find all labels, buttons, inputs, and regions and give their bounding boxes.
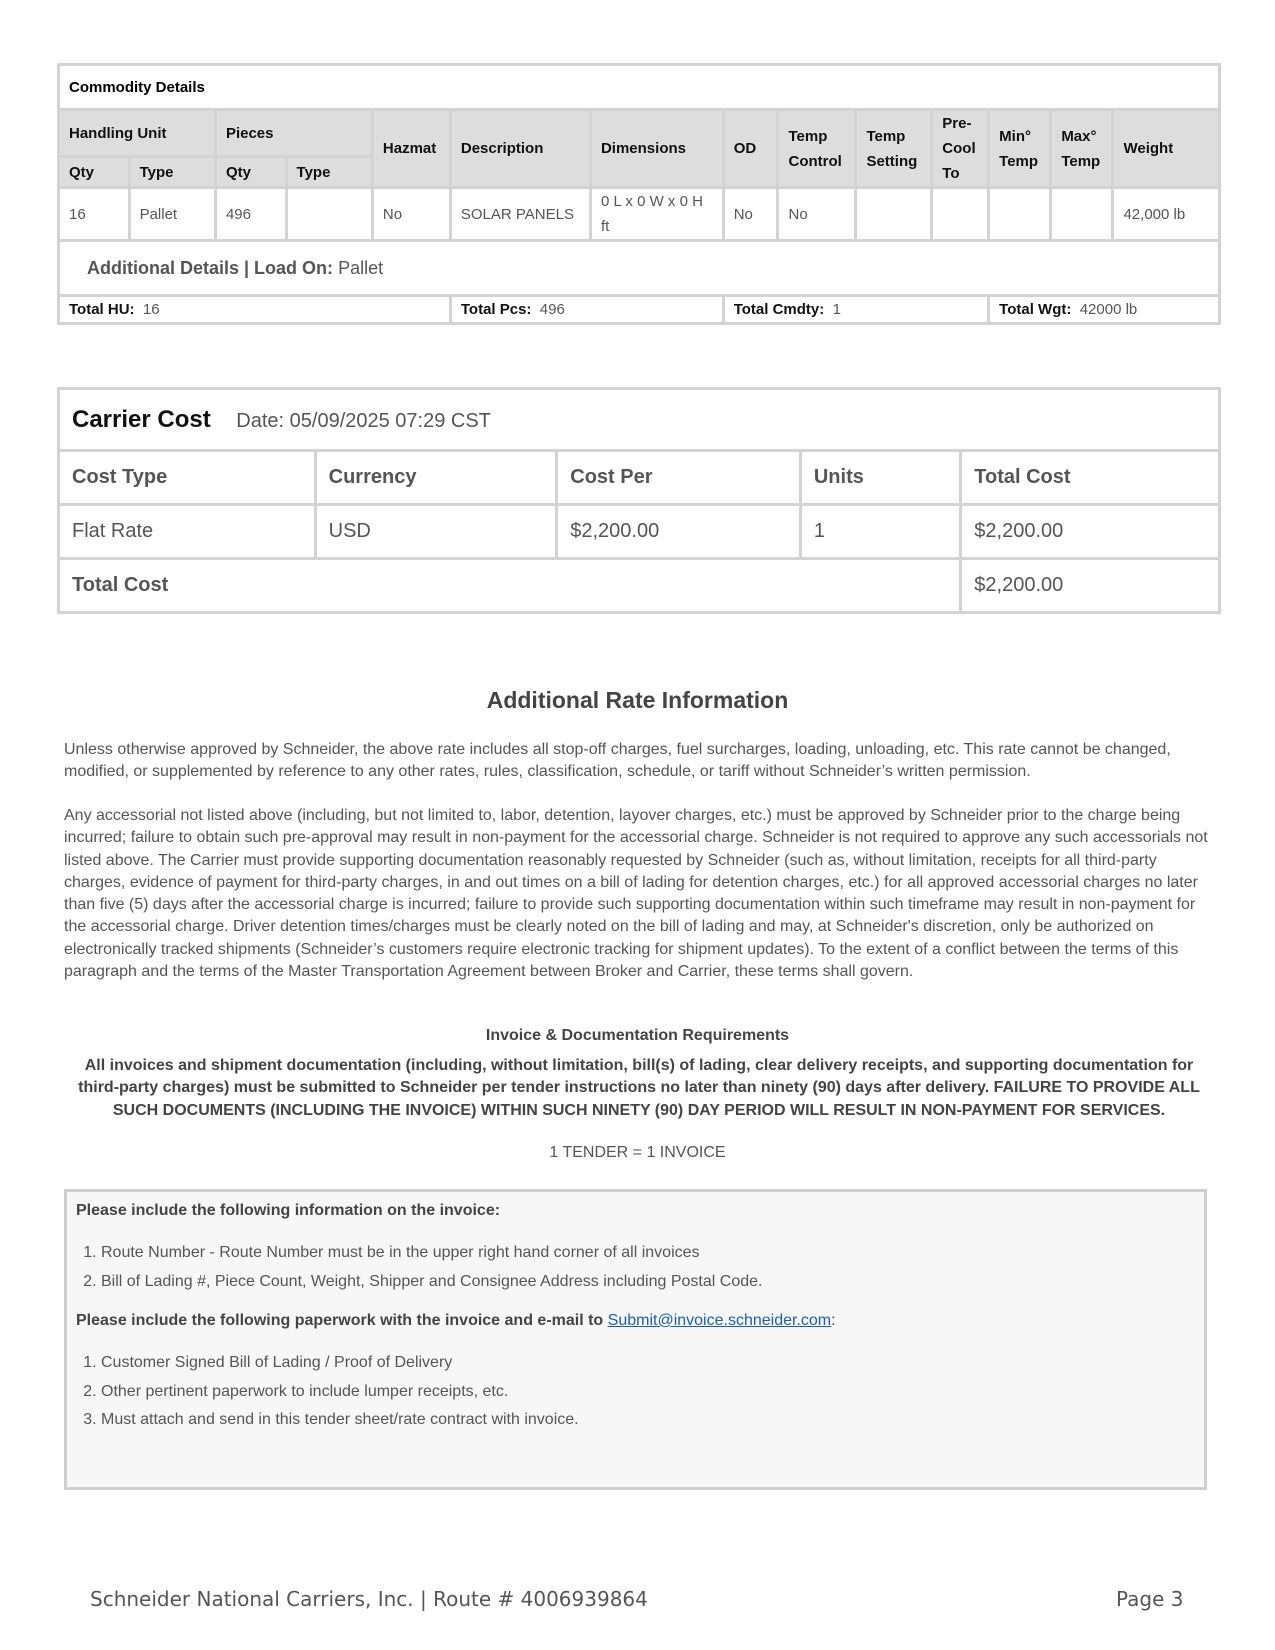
- invoice-requirements-heading: Invoice & Documentation Requirements: [485, 1027, 790, 1044]
- rate-info-paragraph-1: Unless otherwise approved by Schneider, the above rate includes all stop-off charges, fuel surcharges, loading, unloading, etc. This rate cannot be changed, modified, or supplemented by reference to any other rates, rules, classification, schedule, or tariff without Schneider’s written permission.: [64, 741, 1171, 781]
- header-dimensions: Dimensions: [590, 110, 723, 188]
- footer-route: Schneider National Carriers, Inc. | Route # 4006939864: [90, 1587, 648, 1611]
- cell-units: 1: [800, 505, 960, 559]
- paperwork-heading-suffix: :: [831, 1312, 836, 1329]
- total-cmdty-value: 1: [832, 301, 841, 318]
- list-item: 1. Customer Signed Bill of Lading / Proof of Delivery: [101, 1349, 1195, 1378]
- total-cost-label: Total Cost: [59, 559, 961, 613]
- paperwork-heading-text: Please include the following paperwork with the invoice and e-mail to: [76, 1312, 604, 1329]
- invoice-instructions-box: [64, 1189, 1207, 1490]
- carrier-cost-date: Date: 05/09/2025 07:29 CST: [236, 409, 491, 432]
- paperwork-heading: [76, 1312, 1195, 1330]
- paperwork-list: [76, 1349, 1195, 1435]
- cell-pcs-qty: 496: [215, 188, 286, 241]
- cell-temp-control: No: [778, 188, 856, 241]
- header-od: OD: [723, 110, 778, 188]
- cell-od: No: [723, 188, 778, 241]
- total-wgt-label: Total Wgt:: [999, 301, 1072, 318]
- header-currency: Currency: [315, 451, 557, 505]
- header-temp-setting: Temp Setting: [856, 110, 932, 188]
- cell-pcs-type: [286, 188, 372, 241]
- list-item: 3. Must attach and send in this tender sheet/rate contract with invoice.: [101, 1406, 1195, 1435]
- rate-info-paragraph-2: Any accessorial not listed above (including, but not limited to, labor, detention, layover charges, etc.) must be approved by Schneider prior to the charge being incurred; failure to obtain such pre-approval may result in non-payment for the accessorial charge. Schneider is not required to approve any such accessorials not listed above. The Carrier must provide supporting documentation reasonably requested by Schneider (such as, without limitation, receipts for all third-party charges, evidence of payment for third-party charges, in and out times on a bill of lading for detention charges, etc.) for all approved accessorial charges no later than five (5) days after the accessorial charge is incurred; failure to provide such supporting documentation within such timeframe may result in non-payment for the accessorial charge. Driver detention times/charges must be clearly noted on the bill of lading and may, at Schneider's discretion, only be authorized on electronically tracked shipments (Schneider’s customers require electronic tracking for shipment updates). To the extent of a conflict between the terms of this paragraph and the terms of the Master Transportation Agreement between Broker and Carrier, these terms shall govern.: [64, 807, 1208, 981]
- carrier-cost-header: [59, 389, 1220, 451]
- header-pcs-qty: Qty: [215, 157, 286, 188]
- commodity-details-table: [57, 63, 1221, 325]
- header-cost-per: Cost Per: [557, 451, 801, 505]
- header-weight: Weight: [1113, 110, 1220, 188]
- additional-details-value: Pallet: [338, 257, 384, 278]
- table-row: [59, 188, 1220, 241]
- invoice-requirements-body: [64, 1055, 1214, 1122]
- cell-description: SOLAR PANELS: [450, 188, 590, 241]
- header-hu-type: Type: [129, 157, 215, 188]
- total-pcs-value: 496: [539, 301, 565, 318]
- total-hu: [59, 296, 451, 324]
- commodity-title: Commodity Details: [59, 65, 1220, 110]
- cell-total-cost: $2,200.00: [961, 505, 1220, 559]
- cell-hu-qty: 16: [59, 188, 130, 241]
- cell-max-temp: [1051, 188, 1113, 241]
- cell-cost-type: Flat Rate: [59, 505, 316, 559]
- tender-note: 1 TENDER = 1 INVOICE: [549, 1144, 726, 1161]
- header-cost-type: Cost Type: [59, 451, 316, 505]
- header-hazmat: Hazmat: [372, 110, 450, 188]
- total-pcs-label: Total Pcs:: [460, 301, 532, 318]
- total-cost-value: $2,200.00: [961, 559, 1220, 613]
- footer-page-number: Page 3: [1116, 1587, 1184, 1611]
- header-total-cost: Total Cost: [961, 451, 1220, 505]
- total-wgt: [989, 296, 1220, 324]
- header-min-temp: Min° Temp: [989, 110, 1051, 188]
- cell-weight: 42,000 lb: [1113, 188, 1220, 241]
- cell-hu-type: Pallet: [129, 188, 215, 241]
- total-pcs: [450, 296, 723, 324]
- cell-dimensions: 0 L x 0 W x 0 H ft: [590, 188, 723, 241]
- rate-info-heading: Additional Rate Information: [486, 687, 789, 713]
- header-pre-cool-to: Pre-Cool To: [932, 110, 989, 188]
- list-item: 2. Bill of Lading #, Piece Count, Weight, Shipper and Consignee Address including Postal Code.: [101, 1268, 1195, 1297]
- header-description: Description: [450, 110, 590, 188]
- total-wgt-value: 42000 lb: [1079, 301, 1138, 318]
- total-hu-label: Total HU:: [69, 301, 135, 318]
- header-temp-control: Temp Control: [778, 110, 856, 188]
- additional-details-label: Additional Details | Load On:: [87, 257, 334, 278]
- cell-currency: USD: [315, 505, 557, 559]
- header-pieces: Pieces: [215, 110, 372, 157]
- email-link[interactable]: Submit@invoice.schneider.com: [607, 1312, 832, 1329]
- table-row: [59, 505, 1220, 559]
- header-pcs-type: Type: [286, 157, 372, 188]
- list-item: 1. Route Number - Route Number must be in the upper right hand corner of all invoices: [101, 1239, 1195, 1268]
- cell-cost-per: $2,200.00: [557, 505, 801, 559]
- carrier-cost-table: [57, 387, 1221, 614]
- header-units: Units: [800, 451, 960, 505]
- list-item: 2. Other pertinent paperwork to include lumper receipts, etc.: [101, 1378, 1195, 1407]
- carrier-cost-title: Carrier Cost: [72, 405, 211, 433]
- additional-details: [59, 241, 1220, 296]
- header-handling-unit: Handling Unit: [59, 110, 216, 157]
- cell-pre-cool-to: [932, 188, 989, 241]
- total-hu-value: 16: [142, 301, 160, 318]
- cell-min-temp: [989, 188, 1051, 241]
- cell-temp-setting: [856, 188, 932, 241]
- cell-hazmat: No: [372, 188, 450, 241]
- header-max-temp: Max° Temp: [1051, 110, 1113, 188]
- invoice-info-list: [76, 1239, 1195, 1296]
- total-cmdty: [723, 296, 988, 324]
- invoice-info-heading: Please include the following information on the invoice:: [76, 1202, 501, 1219]
- total-cmdty-label: Total Cmdty:: [733, 301, 825, 318]
- header-hu-qty: Qty: [59, 157, 130, 188]
- invoice-requirements-text: All invoices and shipment documentation (including, without limitation, bill(s) of lading, clear delivery receipts, and supporting documentation for third-party charges) must be submitted to Schneider per tender instructions no later than ninety (90) days after delivery. FAILURE TO PROVIDE ALL SUCH DOCUMENTS (INCLUDING THE INVOICE) WITHIN SUCH NINETY (90) DAY PERIOD WILL RESULT IN NON-PAYMENT FOR SERVICES.: [78, 1057, 1200, 1119]
